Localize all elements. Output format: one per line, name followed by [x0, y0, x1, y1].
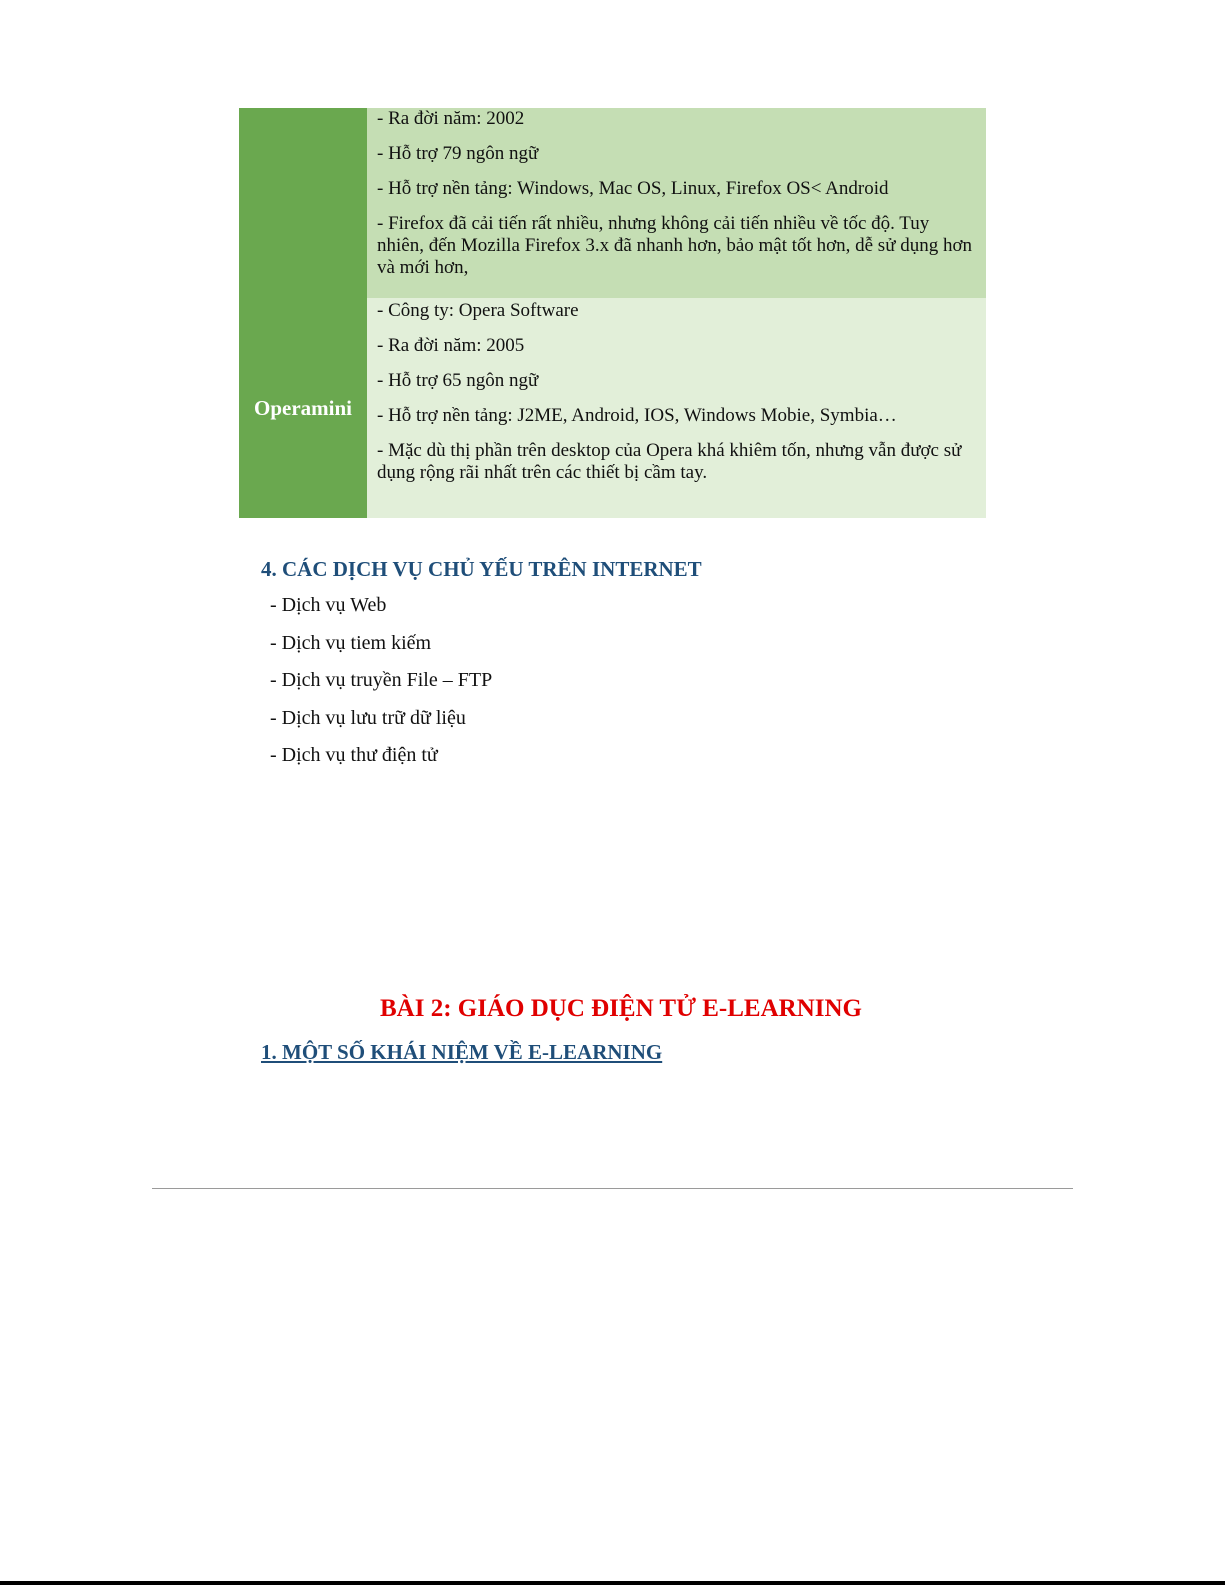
services-list — [270, 593, 492, 781]
detail-line: - Hỗ trợ 65 ngôn ngữ — [377, 370, 539, 391]
lesson-title: BÀI 2: GIÁO DỤC ĐIỆN TỬ E-LEARNING — [380, 995, 862, 1022]
detail-line: - Ra đời năm: 2002 — [377, 108, 525, 129]
bottom-border — [0, 1581, 1225, 1585]
browser-details-cell — [367, 298, 986, 518]
page-divider — [152, 1188, 1073, 1189]
detail-line: - Công ty: Opera Software — [377, 300, 579, 321]
browser-comparison-table — [239, 108, 986, 518]
detail-line: - Hỗ trợ nền tảng: J2ME, Android, IOS, Windows Mobie, Symbia… — [377, 405, 897, 426]
list-item: - Dịch vụ tiem kiếm — [270, 631, 432, 654]
table-row-operamini — [239, 298, 986, 518]
browser-name-cell — [239, 108, 367, 298]
list-item: - Dịch vụ Web — [270, 594, 387, 616]
section-heading-internet-services: 4. CÁC DỊCH VỤ CHỦ YẾU TRÊN INTERNET — [261, 557, 702, 581]
detail-line: - Ra đời năm: 2005 — [377, 335, 525, 356]
detail-line: - Mặc dù thị phần trên desktop của Opera khá khiêm tốn, nhưng vẫn được sử dụng rộng rãi nhất trên các thiết bị cầm tay. — [377, 440, 962, 483]
detail-line: - Hỗ trợ nền tảng: Windows, Mac OS, Linux, Firefox OS< Android — [377, 178, 889, 199]
table-row-firefox — [239, 108, 986, 298]
list-item: - Dịch vụ thư điện tử — [270, 744, 438, 766]
list-item: - Dịch vụ lưu trữ dữ liệu — [270, 706, 466, 729]
list-item: - Dịch vụ truyền File – FTP — [270, 669, 493, 691]
browser-name-cell: Operamini — [239, 298, 367, 518]
detail-line: - Firefox đã cải tiến rất nhiều, nhưng không cải tiến nhiều về tốc độ. Tuy nhiên, đến Mozilla Firefox 3.x đã nhanh hơn, bảo mật tốt hơn, dễ sử dụng hơn và mới hơn, — [377, 213, 973, 278]
browser-details-cell — [367, 108, 986, 298]
subsection-heading-elearning: 1. MỘT SỐ KHÁI NIỆM VỀ E-LEARNING — [261, 1040, 663, 1064]
detail-line: - Hỗ trợ 79 ngôn ngữ — [377, 143, 539, 164]
